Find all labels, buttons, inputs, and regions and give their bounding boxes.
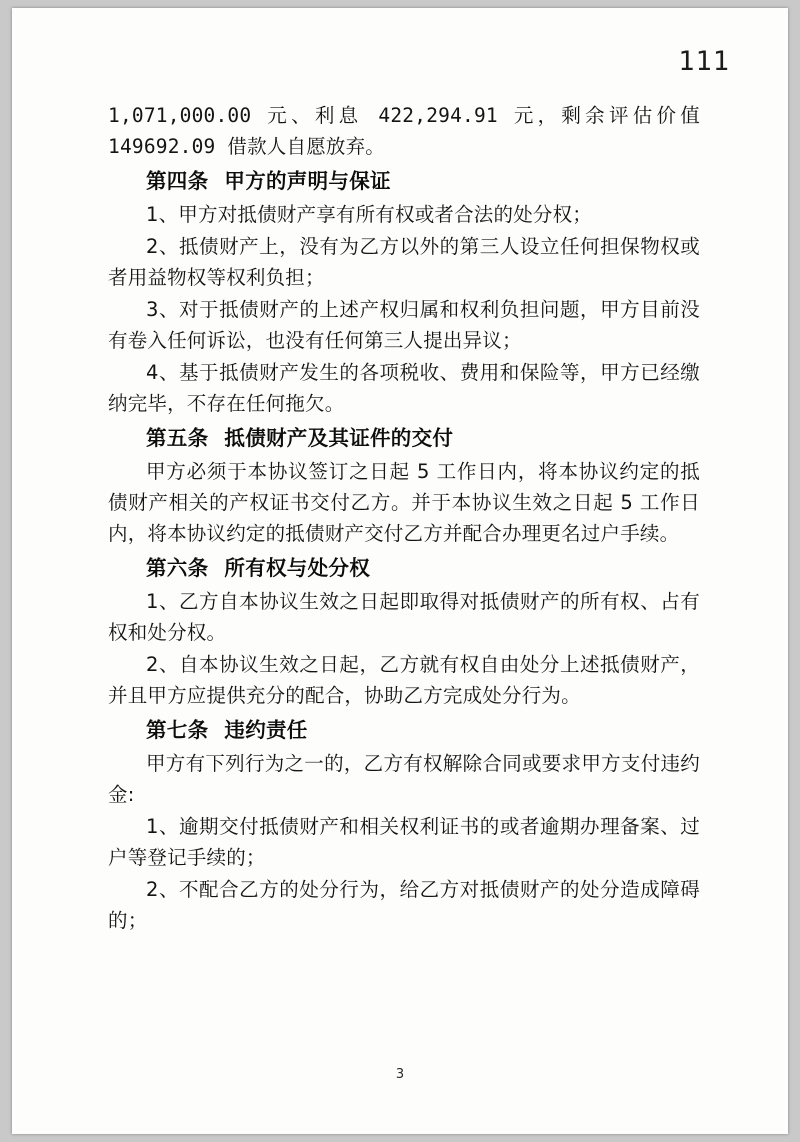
section-number: 第六条 [146,556,209,580]
section-number: 第五条 [146,426,209,450]
paragraph-6-1: 1、乙方自本协议生效之日起即取得对抵债财产的所有权、占有权和处分权。 [108,590,700,644]
section-heading-4 [108,165,700,198]
paragraph-6-2: 2、自本协议生效之日起，乙方就有权自由处分上述抵债财产，并且甲方应提供充分的配合，协助乙方完成处分行为。 [108,653,700,707]
section-number: 第四条 [146,169,209,193]
paragraph-4-4: 4、基于抵债财产发生的各项税收、费用和保险等，甲方已经缴纳完毕，不存在任何拖欠。 [108,361,700,415]
paragraph-4-3: 3、对于抵债财产的上述产权归属和权利负担问题，甲方目前没有卷入任何诉讼，也没有任何第三人提出异议； [108,298,700,352]
section-title: 所有权与处分权 [224,556,371,580]
paragraph-7-intro: 甲方有下列行为之一的，乙方有权解除合同或要求甲方支付违约金: [108,752,700,806]
page-number-bottom: 3 [395,1067,405,1082]
paragraph-7-2: 2、不配合乙方的处分行为，给乙方对抵债财产的处分造成障碍的； [108,878,700,932]
page-number-top: 111 [678,46,730,77]
section-title: 违约责任 [224,718,308,742]
paragraph-7-1: 1、逾期交付抵债财产和相关权利证书的或者逾期办理备案、过户等登记手续的； [108,815,700,869]
section-heading-5 [108,422,700,455]
section-title: 抵债财产及其证件的交付 [224,426,454,450]
paragraph-amounts: 1,071,000.00 元、利息 422,294.91 元，剩余评估价值 149692.09 借款人自愿放弃。 [108,104,700,158]
section-number: 第七条 [146,718,209,742]
document-page [12,8,788,1134]
paragraph-5-1: 甲方必须于本协议签订之日起 5 工作日内，将本协议约定的抵债财产相关的产权证书交付乙方。并于本协议生效之日起 5 工作日内，将本协议约定的抵债财产交付乙方并配合办理更名过户手续。 [108,460,700,545]
paragraph-4-1: 1、甲方对抵债财产享有所有权或者合法的处分权； [146,203,593,226]
document-body [108,100,700,937]
section-title: 甲方的声明与保证 [224,169,391,193]
paragraph-4-2: 2、抵债财产上，没有为乙方以外的第三人设立任何担保物权或者用益物权等权利负担； [108,235,700,289]
section-heading-6 [108,552,700,585]
section-heading-7 [108,714,700,747]
